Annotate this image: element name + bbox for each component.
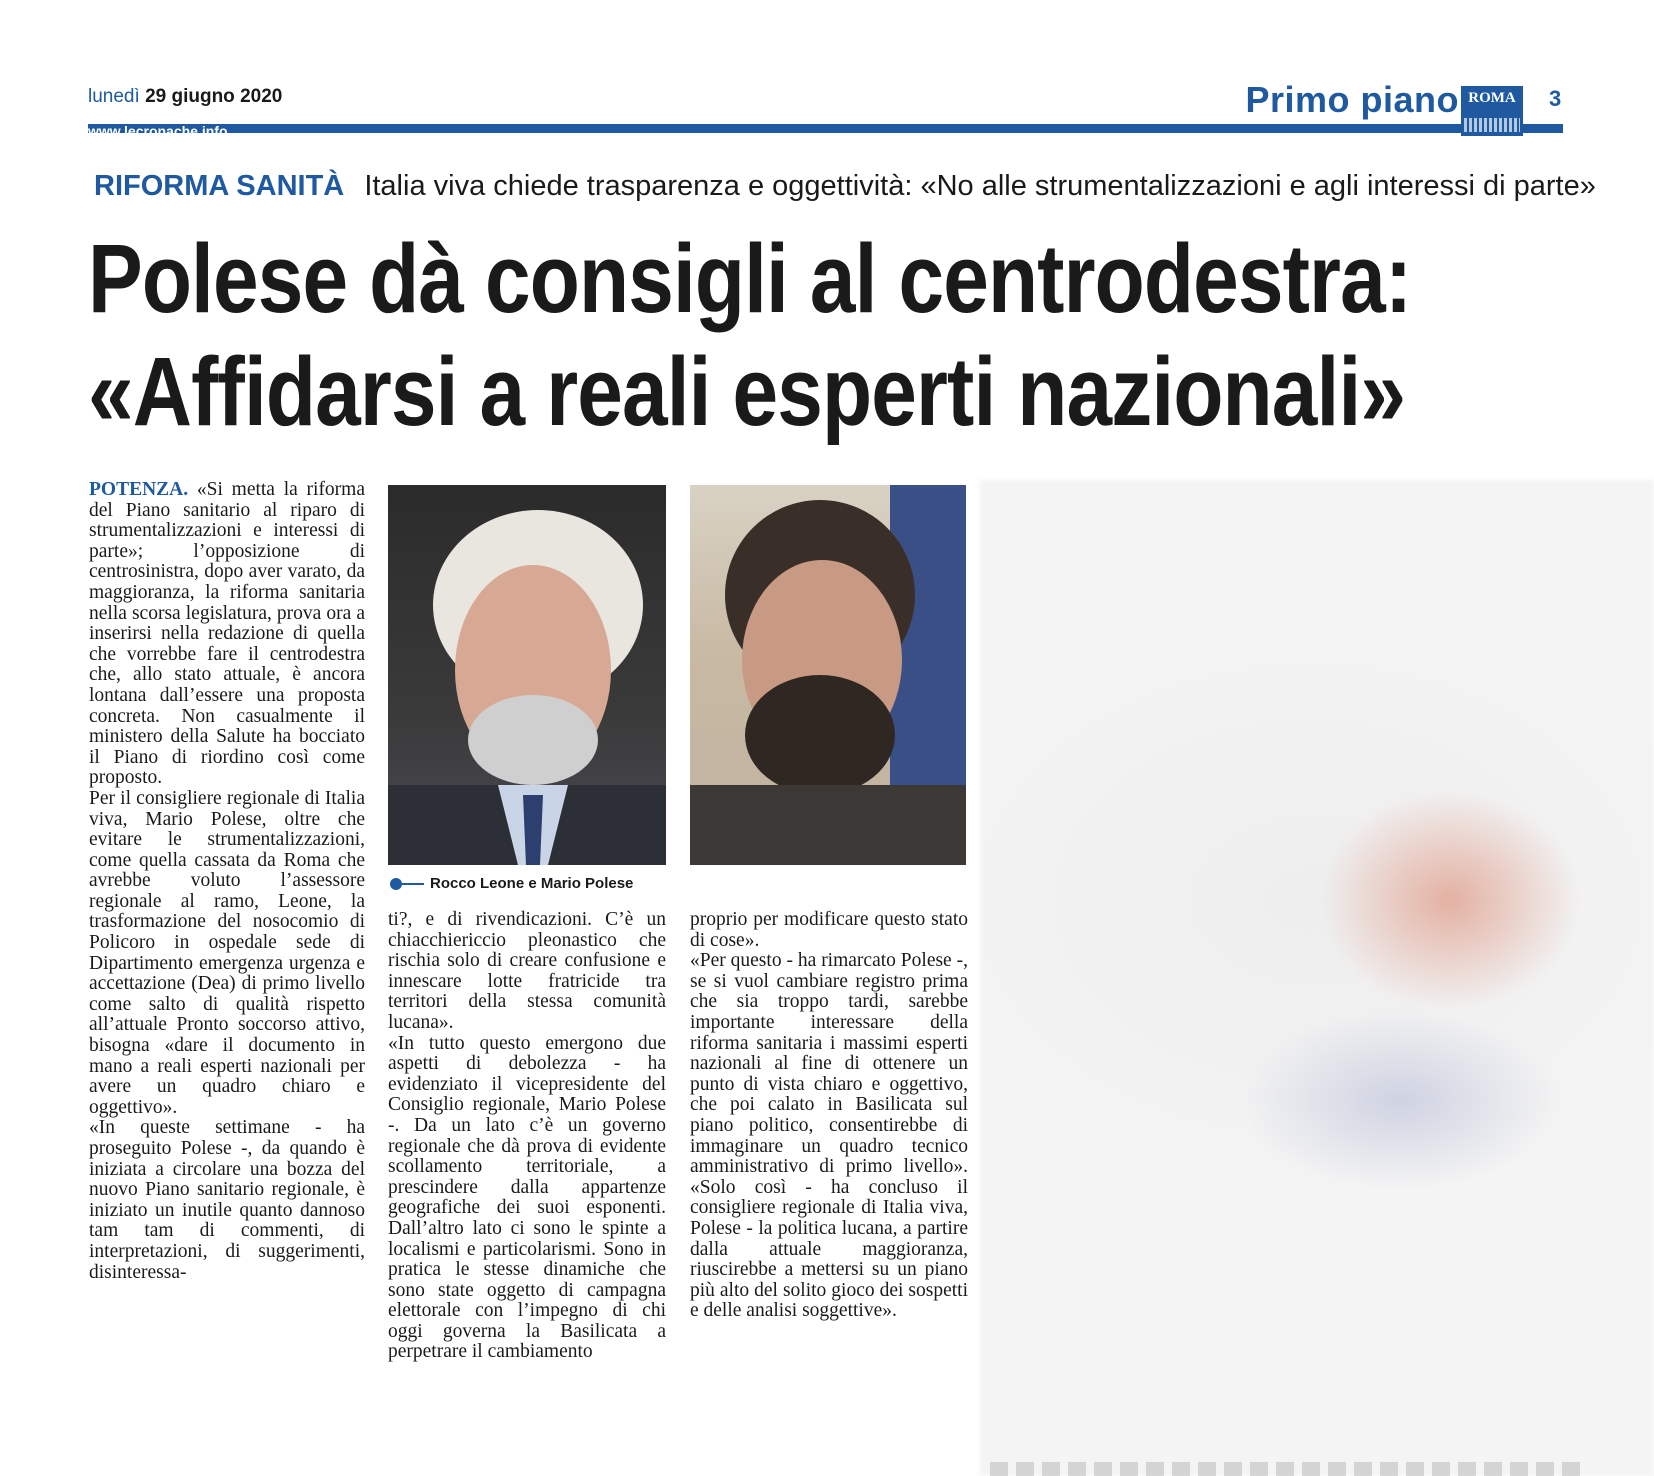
portrait-icon	[388, 485, 666, 865]
article-column-3	[690, 910, 968, 1322]
photo-caption	[390, 875, 633, 892]
article-column-2	[388, 910, 666, 1363]
header-rule	[88, 124, 1563, 133]
issue-date-value: 29 giugno 2020	[145, 86, 283, 107]
article-paragraph: «In queste settimane - ha proseguito Polese -, da quando è iniziata a circolare una bozza del nuovo Piano sanitario regionale, è iniziato un inutile quanto dannoso tam tam di commenti, di interpretazioni, di suggerimenti, disinteressa-	[89, 1117, 365, 1283]
blurred-advertisement	[980, 480, 1654, 1476]
page-number: 3	[1549, 86, 1562, 111]
issue-date	[88, 86, 282, 108]
article-column-1	[89, 480, 365, 1283]
dateline: POTENZA.	[89, 479, 189, 500]
article-paragraph: ti?, e di rivendicazioni. C’è un chiacchiericcio pleonastico che rischia solo di creare confusione e innescare lotte fratricide tra territori della stessa comunità lucana».	[388, 909, 666, 1033]
kicker	[94, 170, 1596, 203]
paragraph-text: «Si metta la riforma del Piano sanitario al riparo di strumentalizzazioni e interessi di parte»; l’opposizione di centrosinistra, dopo aver varato, da maggioranza, la riforma sanitaria nella scorsa legislatura, prova ora a inserirsi nella redazione di quella che vorrebbe fare il centrodestra che, allo stato attuale, è ancora lontana dall’essere una proposta concreta. Non casualmente il ministero della Salute ha bocciato il Piano di riordino così come proposto.	[89, 479, 365, 789]
section-title: Primo piano	[1245, 79, 1459, 120]
issue-day: lunedì	[88, 86, 140, 107]
photo-mario-polese	[690, 485, 966, 865]
kicker-tag: RIFORMA SANITÀ	[94, 170, 345, 202]
caption-text: Rocco Leone e Mario Polese	[430, 875, 634, 892]
headline	[88, 222, 1412, 448]
newspaper-logo	[1461, 86, 1523, 136]
article-paragraph: proprio per modificare questo stato di cose».	[690, 909, 968, 951]
photo-rocco-leone	[388, 485, 666, 865]
skyline-icon	[1464, 118, 1520, 132]
article-paragraph: Per il consigliere regionale di Italia viva, Mario Polese, oltre che evitare le strumentalizzazioni, come quella cassata da Roma che avrebbe voluto l’assessore regionale al ramo, Leone, la trasformazione del nosocomio di Policoro in ospedale sede di Dipartimento emergenza urgenza e accettazione (Dea) di primo livello come salto di qualità rispetto all’attuale Pronto soccorso attivo, bisogna «dare il documento in mano a reali esperti nazionali per avere un quadro chiaro e oggettivo».	[89, 787, 365, 1118]
blurred-text-strip	[990, 1462, 1580, 1476]
portrait-icon	[690, 485, 966, 865]
headline-line-1: Polese dà consigli al centrodestra:	[88, 224, 1412, 333]
article-paragraph	[89, 480, 365, 789]
article-paragraph: «In tutto questo emergono due aspetti di debolezza - ha evidenziato il vicepresidente del Consiglio regionale, Mario Polese -. Da un lato c’è un governo regionale che dà prova di evidente scollamento territoriale, a prescindere dalla appartenze geografiche dei suoi esponenti. Dall’altro lato ci sono le spinte a localismi e particolarismi. Sono in pratica le stesse dinamiche che sono state oggetto di campagna elettorale con l’impegno di chi oggi governa la Basilicata a perpetrare il cambiamento	[388, 1032, 666, 1363]
logo-text: ROMA	[1468, 90, 1516, 106]
article-paragraph: «Per questo - ha rimarcato Polese -, se si vuol cambiare registro prima che sia troppo tardi, sarebbe importante interessare della riforma sanitaria i massimi esperti nazionali al fine di ottenere un punto di vista chiaro e oggettivo, che poi calato in Basilicata sul piano politico, consentirebbe di immaginare un quadro tecnico amministrativo di primo livello». «Solo così - ha concluso il consigliere regionale di Italia viva, Polese - la politica lucana, a partire dalla attuale maggioranza, riuscirebbe a mettersi su un piano più alto del solito gioco dei sospetti e delle analisi soggettive».	[690, 950, 968, 1322]
caption-rule	[402, 883, 424, 885]
headline-line-2: «Affidarsi a reali esperti nazionali»	[88, 337, 1406, 446]
caption-bullet-icon	[390, 878, 402, 890]
kicker-subtitle: Italia viva chiede trasparenza e oggettività: «No alle strumentalizzazioni e agli interessi di parte»	[364, 170, 1596, 202]
site-url[interactable]: www.lecronache.info	[88, 123, 228, 139]
